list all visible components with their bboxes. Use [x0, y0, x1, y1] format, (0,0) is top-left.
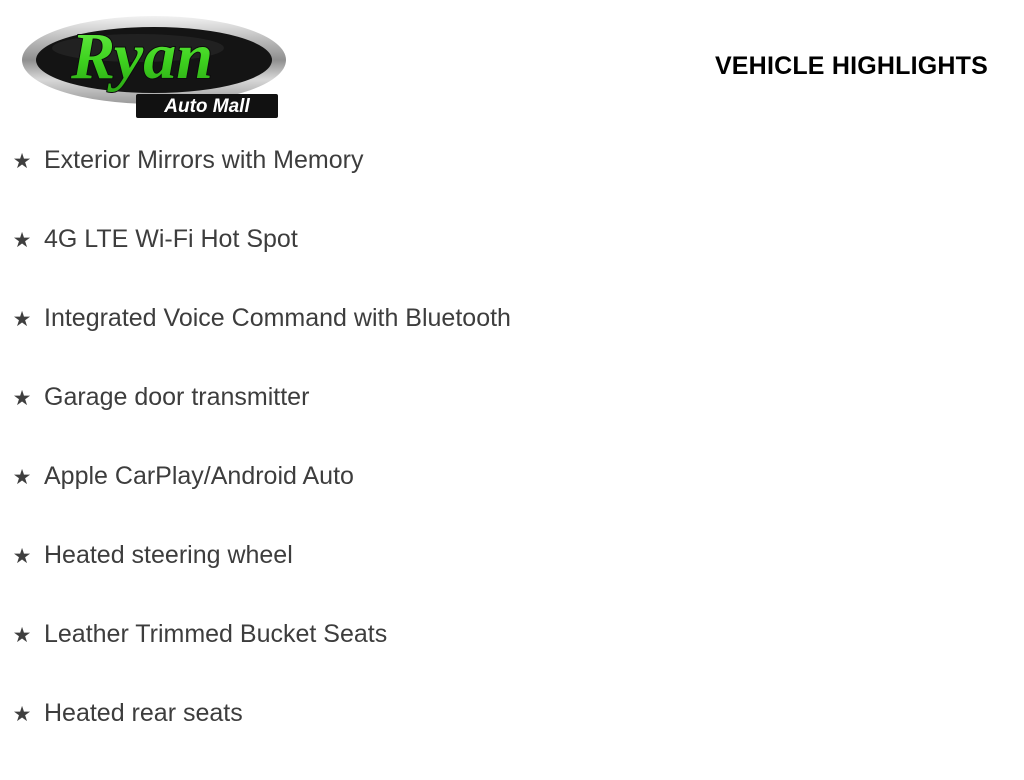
- page-title: VEHICLE HIGHLIGHTS: [714, 52, 988, 80]
- list-item: [0, 227, 1024, 306]
- list-item: [0, 701, 1024, 780]
- list-item-label: Garage door transmitter: [44, 383, 310, 411]
- list-item: [0, 464, 1024, 543]
- list-item: [0, 306, 1024, 385]
- star-icon: ★: [12, 150, 32, 173]
- list-item-label: 4G LTE Wi-Fi Hot Spot: [44, 225, 298, 253]
- svg-text:Ryan: Ryan: [71, 20, 213, 93]
- list-item: [0, 622, 1024, 701]
- list-item: [0, 148, 1024, 227]
- list-item-label: Integrated Voice Command with Bluetooth: [44, 304, 511, 332]
- list-item: [0, 543, 1024, 622]
- star-icon: ★: [12, 387, 32, 410]
- list-item-label: Heated rear seats: [44, 699, 243, 727]
- page-header: [0, 0, 1024, 130]
- list-item-label: Exterior Mirrors with Memory: [44, 146, 364, 174]
- star-icon: ★: [12, 466, 32, 489]
- star-icon: ★: [12, 624, 32, 647]
- star-icon: ★: [12, 308, 32, 331]
- svg-text:Auto Mall: Auto Mall: [164, 96, 250, 117]
- star-icon: ★: [12, 703, 32, 726]
- star-icon: ★: [12, 229, 32, 252]
- list-item-label: Apple CarPlay/Android Auto: [44, 462, 354, 490]
- list-item-label: Leather Trimmed Bucket Seats: [44, 620, 388, 648]
- ryan-auto-mall-logo: [18, 8, 290, 124]
- star-icon: ★: [12, 545, 32, 568]
- vehicle-highlights-list: [0, 148, 1024, 780]
- list-item: [0, 385, 1024, 464]
- list-item-label: Heated steering wheel: [44, 541, 293, 569]
